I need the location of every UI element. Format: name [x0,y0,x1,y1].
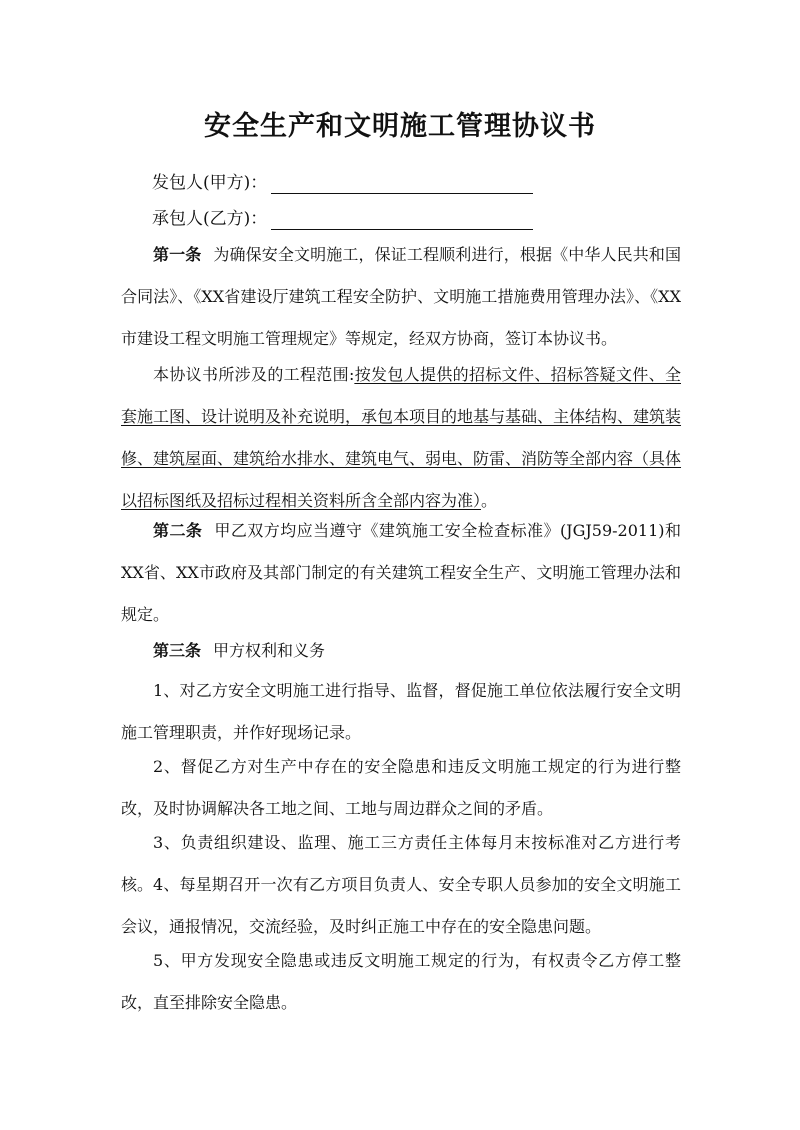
scope-paragraph [121,354,681,522]
article-1-heading: 第一条 [153,245,202,264]
document-title: 安全生产和文明施工管理协议书 [204,111,596,142]
list-item: 2、督促乙方对生产中存在的安全隐患和违反文明施工规定的行为进行整改，及时协调解决各工地之间、工地与周边群众之间的矛盾。 [121,757,681,818]
party-b-blank-line [271,213,533,230]
article-3 [121,630,681,672]
party-a-field [152,172,533,194]
list-item: 1、对乙方安全文明施工进行指导、监督，督促施工单位依法履行安全文明施工管理职责，并作好现场记录。 [121,681,681,742]
article-2-text: 甲乙双方均应当遵守《建筑施工安全检查标准》(JGJ59-2011)和XX省、XX市政府及其部门制定的有关建筑工程安全生产、文明施工管理办法和规定。 [121,521,681,624]
scope-suffix: 。 [481,491,498,510]
article-3-text: 甲方权利和义务 [213,641,326,660]
party-b-field [152,208,533,230]
list-item: 3、负责组织建设、监理、施工三方责任主体每月末按标准对乙方进行考核。 [121,833,681,894]
party-b-label: 承包人(乙方)： [152,209,268,229]
article-1 [121,234,681,360]
article-3-heading: 第三条 [153,641,202,660]
party-a-label: 发包人(甲方)： [152,173,268,193]
article-2-heading: 第二条 [153,521,203,540]
list-item: 4、每星期召开一次有乙方项目负责人、安全专职人员参加的安全文明施工会议，通报情况，交流经验，及时纠正施工中存在的安全隐患问题。 [121,875,681,936]
party-a-blank-line [271,177,533,194]
article-1-text: 为确保安全文明施工，保证工程顺利进行，根据《中华人民共和国合同法》、《XX省建设厅建筑工程安全防护、文明施工措施费用管理办法》、《XX市建设工程文明施工管理规定》等规定，经双方协商，签订本协议书。 [121,245,681,348]
list-item: 5、甲方发现安全隐患或违反文明施工规定的行为，有权责令乙方停工整改，直至排除安全隐患。 [121,951,681,1012]
scope-underlined-text: 按发包人提供的招标文件、招标答疑文件、全套施工图、设计说明及补充说明，承包本项目的地基与基础、主体结构、建筑装修、建筑屋面、建筑给水排水、建筑电气、弱电、防雷、消防等全部内容（具体以招标图纸及招标过程相关资料所含全部内容为准） [121,365,682,510]
article-2 [121,510,681,636]
scope-prefix: 本协议书所涉及的工程范围: [153,365,355,384]
